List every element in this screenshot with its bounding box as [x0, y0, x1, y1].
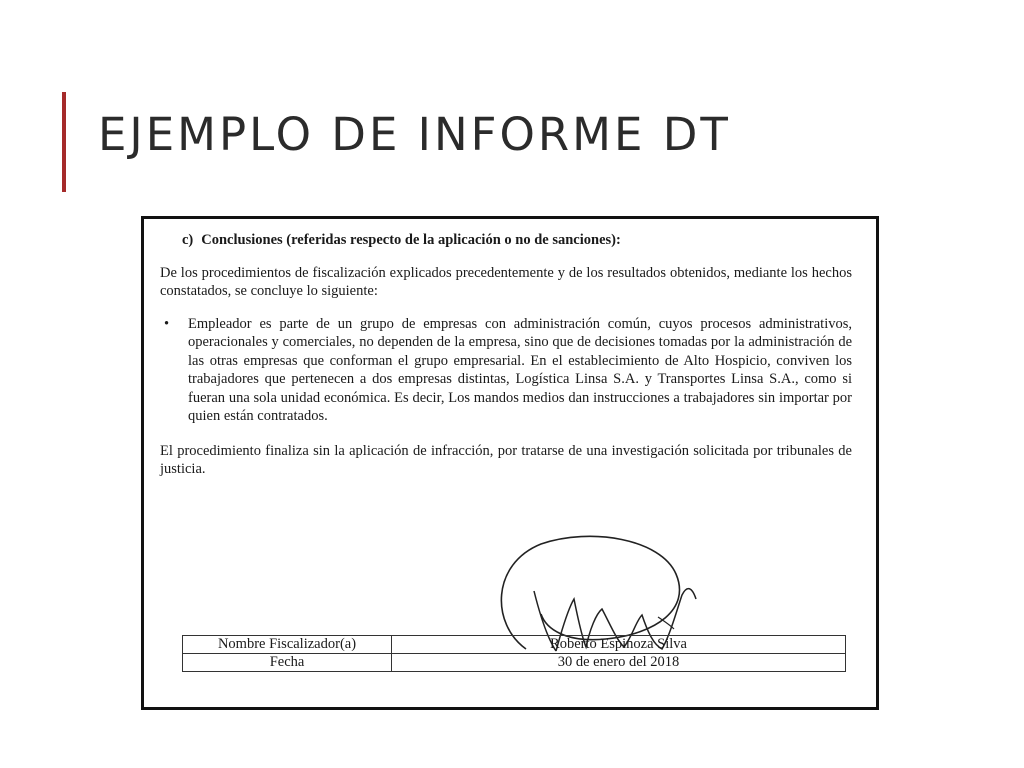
section-heading	[182, 231, 852, 250]
table-cell-value: 30 de enero del 2018	[392, 654, 846, 672]
table-cell-label: Nombre Fiscalizador(a)	[183, 636, 392, 654]
signature-table	[182, 635, 846, 672]
closing-paragraph: El procedimiento finaliza sin la aplicación de infracción, por tratarse de una investigación solicitada por tribunales de justicia.	[160, 442, 852, 478]
table-cell-value: Roberto Espinoza Silva	[392, 636, 846, 654]
document-body	[160, 231, 852, 493]
document-image-frame	[141, 216, 879, 710]
table-row	[183, 636, 846, 654]
section-letter: c)	[182, 232, 194, 248]
list-item	[160, 315, 852, 426]
section-heading-text: Conclusiones (referidas respecto de la aplicación o no de sanciones):	[201, 232, 621, 248]
bullet-icon: •	[164, 315, 170, 332]
title-accent-bar	[62, 92, 66, 192]
bullet-text: Empleador es parte de un grupo de empresas con administración común, cuyos procesos administrativos, operacionales y comerciales, no dependen de la empresa, sino que de decisiones tomadas por la administración de las otras empresas que conforman el grupo empresarial. En el establecimiento de Alto Hospicio, conviven los trabajadores que pertenecen a dos empresas distintas, Logística Linsa S.A. y Transportes Linsa S.A., como si fueran una sola unidad económica. Es decir, Los mandos medios dan instrucciones a trabajadores sin importar por quien están contratados.	[188, 315, 852, 425]
table-row	[183, 654, 846, 672]
slide-title: EJEMPLO DE INFORME DT	[98, 108, 731, 161]
table-cell-label: Fecha	[183, 654, 392, 672]
intro-paragraph: De los procedimientos de fiscalización explicados precedentemente y de los resultados obtenidos, mediante los hechos constatados, se concluye lo siguiente:	[160, 264, 852, 300]
